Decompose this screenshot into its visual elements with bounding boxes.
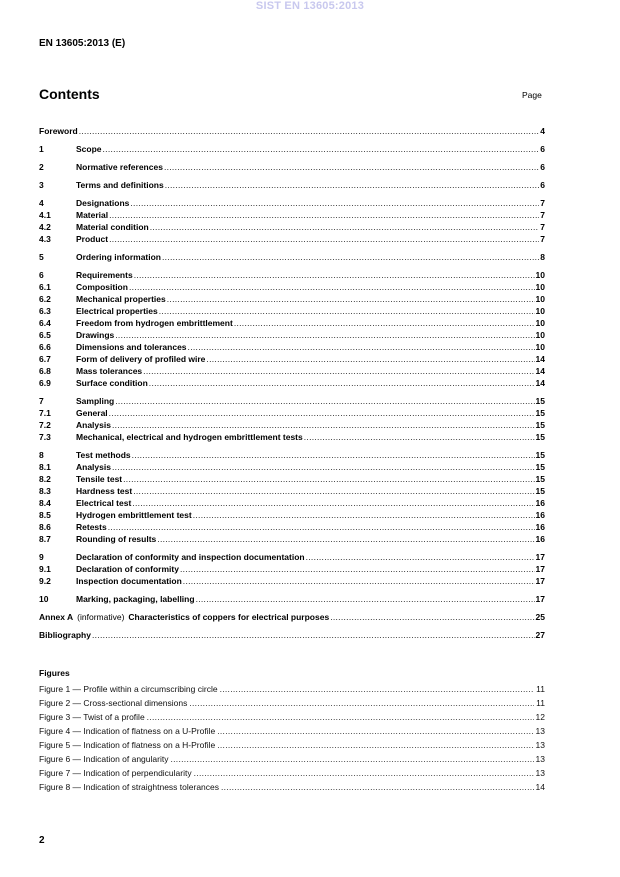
toc-entry-number: 6 bbox=[39, 270, 44, 280]
leader-dots bbox=[92, 629, 535, 641]
toc-entry[interactable] bbox=[39, 329, 545, 341]
toc-entry-page: 15 bbox=[535, 432, 545, 442]
toc-entry-page: 17 bbox=[535, 552, 545, 562]
toc-entry[interactable] bbox=[39, 293, 545, 305]
toc-entry[interactable] bbox=[39, 125, 545, 137]
leader-dots bbox=[306, 551, 535, 563]
document-id: EN 13605:2013 (E) bbox=[39, 38, 126, 49]
toc-entry-title: Electrical test bbox=[76, 498, 132, 508]
toc-entry-page: 6 bbox=[540, 180, 545, 190]
toc-entry-bibliography[interactable] bbox=[39, 629, 545, 641]
toc-entry-page: 15 bbox=[535, 486, 545, 496]
toc-entry[interactable] bbox=[39, 485, 545, 497]
toc-entry[interactable] bbox=[39, 509, 545, 521]
figure-entry[interactable] bbox=[39, 724, 545, 738]
toc-entry-number: 8.4 bbox=[39, 498, 51, 508]
toc-entry-title: Ordering information bbox=[76, 252, 161, 262]
toc-entry[interactable] bbox=[39, 563, 545, 575]
toc-entry-number: 8.6 bbox=[39, 522, 51, 532]
leader-dots bbox=[183, 575, 535, 587]
toc-entry[interactable] bbox=[39, 251, 545, 263]
toc-entry[interactable] bbox=[39, 473, 545, 485]
figure-title: Figure 6 — Indication of angularity bbox=[39, 754, 169, 764]
toc-entry[interactable] bbox=[39, 407, 545, 419]
leader-dots bbox=[234, 317, 535, 329]
toc-entry-number: 8.2 bbox=[39, 474, 51, 484]
leader-dots bbox=[129, 281, 535, 293]
leader-dots bbox=[217, 738, 533, 752]
toc-entry-title: General bbox=[76, 408, 108, 418]
toc-entry-number: 8.7 bbox=[39, 534, 51, 544]
figure-title: Figure 1 — Profile within a circumscribing circle bbox=[39, 684, 218, 694]
toc-entry-page: 14 bbox=[535, 366, 545, 376]
leader-dots bbox=[188, 341, 535, 353]
annex-page: 25 bbox=[535, 612, 545, 622]
figures-list bbox=[39, 666, 545, 794]
toc-entry-page: 17 bbox=[535, 564, 545, 574]
figure-entry[interactable] bbox=[39, 710, 545, 724]
figure-title: Figure 4 — Indication of flatness on a U-Profile bbox=[39, 726, 216, 736]
toc-entry-number: 7.2 bbox=[39, 420, 51, 430]
annex-title: Characteristics of coppers for electrical purposes bbox=[128, 612, 330, 622]
toc-entry[interactable] bbox=[39, 269, 545, 281]
toc-entry-page: 14 bbox=[535, 354, 545, 364]
leader-dots bbox=[165, 179, 540, 191]
toc-entry-number: 4.1 bbox=[39, 210, 51, 220]
toc-entry-number: 6.5 bbox=[39, 330, 51, 340]
toc-entry-number: 3 bbox=[39, 180, 44, 190]
toc-entry-page: 15 bbox=[535, 420, 545, 430]
leader-dots bbox=[159, 305, 535, 317]
toc-entry-title: Inspection documentation bbox=[76, 576, 182, 586]
toc-entry-number: 8.5 bbox=[39, 510, 51, 520]
toc-entry[interactable] bbox=[39, 197, 545, 209]
leader-dots bbox=[194, 766, 534, 780]
toc-entry-number: 7.1 bbox=[39, 408, 51, 418]
figure-page: 13 bbox=[535, 768, 545, 778]
leader-dots bbox=[79, 125, 540, 137]
toc-entry-page: 14 bbox=[535, 378, 545, 388]
bibliography-page: 27 bbox=[535, 630, 545, 640]
toc-entry-annex[interactable] bbox=[39, 611, 545, 623]
toc-entry-title: Product bbox=[76, 234, 109, 244]
toc-entry-title: Material condition bbox=[76, 222, 149, 232]
leader-dots bbox=[164, 161, 539, 173]
figure-title: Figure 2 — Cross-sectional dimensions bbox=[39, 698, 188, 708]
toc-entry-title: Composition bbox=[76, 282, 128, 292]
page-number: 2 bbox=[39, 835, 45, 846]
figure-page: 14 bbox=[535, 782, 545, 792]
figure-entry[interactable] bbox=[39, 766, 545, 780]
toc-entry-page: 10 bbox=[535, 342, 545, 352]
figure-title: Figure 5 — Indication of flatness on a H-Profile bbox=[39, 740, 216, 750]
toc-entry-page: 15 bbox=[535, 462, 545, 472]
leader-dots bbox=[304, 431, 535, 443]
toc-entry-title: Marking, packaging, labelling bbox=[76, 594, 195, 604]
toc-entry[interactable] bbox=[39, 365, 545, 377]
toc-entry-page: 10 bbox=[535, 330, 545, 340]
toc-entry-page: 4 bbox=[540, 126, 545, 136]
toc-entry-page: 17 bbox=[535, 576, 545, 586]
toc-entry-page: 7 bbox=[540, 234, 545, 244]
leader-dots bbox=[130, 197, 539, 209]
toc-entry-number: 9.1 bbox=[39, 564, 51, 574]
toc-entry-page: 7 bbox=[540, 222, 545, 232]
toc-entry[interactable] bbox=[39, 533, 545, 545]
toc-entry-title: Tensile test bbox=[76, 474, 123, 484]
figure-page: 11 bbox=[536, 698, 545, 708]
figure-page: 13 bbox=[535, 754, 545, 764]
toc-entry-number: 6.9 bbox=[39, 378, 51, 388]
toc-entry-number: 6.8 bbox=[39, 366, 51, 376]
figure-page: 11 bbox=[536, 684, 545, 694]
leader-dots bbox=[206, 353, 534, 365]
leader-dots bbox=[115, 395, 534, 407]
leader-dots bbox=[123, 473, 534, 485]
toc-entry[interactable] bbox=[39, 449, 545, 461]
toc-entry-number: 7.3 bbox=[39, 432, 51, 442]
toc-entry-title: Drawings bbox=[76, 330, 115, 340]
toc-entry-number: 4.3 bbox=[39, 234, 51, 244]
toc-entry[interactable] bbox=[39, 233, 545, 245]
toc-entry-number: 8 bbox=[39, 450, 44, 460]
leader-dots bbox=[134, 269, 535, 281]
leader-dots bbox=[109, 407, 535, 419]
toc-entry-number: 8.3 bbox=[39, 486, 51, 496]
toc-entry-title: Mechanical properties bbox=[76, 294, 166, 304]
toc-entry[interactable] bbox=[39, 161, 545, 173]
annex-note: (informative) bbox=[77, 612, 125, 622]
leader-dots bbox=[133, 485, 534, 497]
toc-entry[interactable] bbox=[39, 305, 545, 317]
toc-entry-page: 10 bbox=[535, 294, 545, 304]
toc-entry-title: Hardness test bbox=[76, 486, 133, 496]
toc-entry[interactable] bbox=[39, 431, 545, 443]
leader-dots bbox=[143, 365, 534, 377]
toc-entry-title: Analysis bbox=[76, 462, 111, 472]
toc-entry-number: 1 bbox=[39, 144, 44, 154]
leader-dots bbox=[217, 724, 533, 738]
toc-entry-title: Mass tolerances bbox=[76, 366, 143, 376]
toc-entry-title: Scope bbox=[76, 144, 102, 154]
leader-dots bbox=[162, 251, 539, 263]
leader-dots bbox=[108, 521, 535, 533]
toc-entry-page: 6 bbox=[540, 162, 545, 172]
toc-entry-title: Dimensions and tolerances bbox=[76, 342, 187, 352]
toc-entry-page: 10 bbox=[535, 270, 545, 280]
leader-dots bbox=[221, 780, 534, 794]
toc-entry[interactable] bbox=[39, 179, 545, 191]
toc-entry-title: Sampling bbox=[76, 396, 115, 406]
toc-entry[interactable] bbox=[39, 143, 545, 155]
toc-entry[interactable] bbox=[39, 317, 545, 329]
leader-dots bbox=[149, 377, 535, 389]
leader-dots bbox=[112, 419, 535, 431]
leader-dots bbox=[132, 449, 535, 461]
toc-entry[interactable] bbox=[39, 551, 545, 563]
leader-dots bbox=[220, 682, 535, 696]
toc-entry-number: 6.1 bbox=[39, 282, 51, 292]
toc-entry-page: 7 bbox=[540, 198, 545, 208]
toc-entry-title: Electrical properties bbox=[76, 306, 158, 316]
toc-entry-title: Declaration of conformity and inspection documentation bbox=[76, 552, 305, 562]
toc-entry-number: 2 bbox=[39, 162, 44, 172]
toc-entry-title: Analysis bbox=[76, 420, 111, 430]
toc-entry-number: 9.2 bbox=[39, 576, 51, 586]
toc-entry[interactable] bbox=[39, 419, 545, 431]
leader-dots bbox=[132, 497, 534, 509]
toc-entry-page: 16 bbox=[535, 510, 545, 520]
toc-entry-title: Rounding of results bbox=[76, 534, 157, 544]
figure-title: Figure 3 — Twist of a profile bbox=[39, 712, 145, 722]
toc-entry-title: Mechanical, electrical and hydrogen embrittlement tests bbox=[76, 432, 303, 442]
toc-entry-page: 10 bbox=[535, 318, 545, 328]
toc-entry-page: 15 bbox=[535, 474, 545, 484]
leader-dots bbox=[103, 143, 540, 155]
figure-title: Figure 7 — Indication of perpendicularity bbox=[39, 768, 192, 778]
page-column-label: Page bbox=[522, 90, 542, 100]
toc-entry-title: Surface condition bbox=[76, 378, 148, 388]
toc-entry[interactable] bbox=[39, 395, 545, 407]
leader-dots bbox=[167, 293, 535, 305]
toc-entry-page: 15 bbox=[535, 408, 545, 418]
leader-dots bbox=[157, 533, 534, 545]
toc-entry-page: 6 bbox=[540, 144, 545, 154]
toc-entry-number: 6.4 bbox=[39, 318, 51, 328]
figure-page: 13 bbox=[535, 726, 545, 736]
table-of-contents bbox=[39, 125, 545, 641]
figure-entry[interactable] bbox=[39, 682, 545, 696]
figure-page: 13 bbox=[535, 740, 545, 750]
figure-title: Figure 8 — Indication of straightness tolerances bbox=[39, 782, 220, 792]
toc-entry[interactable] bbox=[39, 221, 545, 233]
toc-entry-number: 8.1 bbox=[39, 462, 51, 472]
toc-entry[interactable] bbox=[39, 209, 545, 221]
toc-entry-page: 16 bbox=[535, 498, 545, 508]
leader-dots bbox=[180, 563, 535, 575]
toc-entry-page: 7 bbox=[540, 210, 545, 220]
toc-entry[interactable] bbox=[39, 281, 545, 293]
toc-entry-title: Test methods bbox=[76, 450, 131, 460]
leader-dots bbox=[189, 696, 534, 710]
toc-entry-number: 4.2 bbox=[39, 222, 51, 232]
toc-entry[interactable] bbox=[39, 521, 545, 533]
toc-entry-title: Retests bbox=[76, 522, 107, 532]
toc-entry[interactable] bbox=[39, 575, 545, 587]
toc-entry-page: 15 bbox=[535, 396, 545, 406]
toc-entry-title: Terms and definitions bbox=[76, 180, 164, 190]
toc-entry-number: 7 bbox=[39, 396, 44, 406]
leader-dots bbox=[196, 593, 535, 605]
toc-entry[interactable] bbox=[39, 593, 545, 605]
toc-entry-page: 17 bbox=[535, 594, 545, 604]
annex-label: Annex A bbox=[39, 612, 74, 622]
leader-dots bbox=[109, 209, 539, 221]
toc-entry-title: Hydrogen embrittlement test bbox=[76, 510, 192, 520]
leader-dots bbox=[170, 752, 533, 766]
bibliography-title: Bibliography bbox=[39, 630, 91, 640]
toc-entry-title: Designations bbox=[76, 198, 130, 208]
toc-entry-page: 15 bbox=[535, 450, 545, 460]
watermark: SIST EN 13605:2013 bbox=[255, 0, 365, 12]
figure-entry[interactable] bbox=[39, 696, 545, 710]
figures-heading: Figures bbox=[39, 668, 70, 678]
toc-entry-number: 10 bbox=[39, 594, 49, 604]
figure-entry[interactable] bbox=[39, 752, 545, 766]
leader-dots bbox=[150, 221, 540, 233]
toc-entry-number: 6.7 bbox=[39, 354, 51, 364]
toc-entry-number: 6.2 bbox=[39, 294, 51, 304]
toc-entry-number: 6.3 bbox=[39, 306, 51, 316]
toc-entry-number: 9 bbox=[39, 552, 44, 562]
toc-entry-number: 5 bbox=[39, 252, 44, 262]
toc-entry-number: 6.6 bbox=[39, 342, 51, 352]
toc-entry-page: 10 bbox=[535, 306, 545, 316]
toc-entry-title: Normative references bbox=[76, 162, 163, 172]
toc-entry-number: 4 bbox=[39, 198, 44, 208]
toc-entry-title: Foreword bbox=[39, 126, 78, 136]
figure-entry[interactable] bbox=[39, 780, 545, 794]
leader-dots bbox=[330, 611, 534, 623]
toc-entry[interactable] bbox=[39, 377, 545, 389]
toc-entry-title: Requirements bbox=[76, 270, 133, 280]
toc-entry[interactable] bbox=[39, 341, 545, 353]
toc-entry-title: Declaration of conformity bbox=[76, 564, 179, 574]
leader-dots bbox=[193, 509, 535, 521]
toc-entry-title: Form of delivery of profiled wire bbox=[76, 354, 206, 364]
leader-dots bbox=[109, 233, 539, 245]
leader-dots bbox=[147, 710, 534, 724]
toc-entry-page: 16 bbox=[535, 522, 545, 532]
toc-entry-page: 10 bbox=[535, 282, 545, 292]
toc-entry[interactable] bbox=[39, 497, 545, 509]
figure-page: 12 bbox=[535, 712, 545, 722]
leader-dots bbox=[115, 329, 534, 341]
toc-entry-title: Freedom from hydrogen embrittlement bbox=[76, 318, 233, 328]
toc-entry-page: 16 bbox=[535, 534, 545, 544]
toc-entry-title: Material bbox=[76, 210, 109, 220]
contents-heading: Contents bbox=[39, 86, 100, 102]
toc-entry-page: 8 bbox=[540, 252, 545, 262]
toc-entry[interactable] bbox=[39, 461, 545, 473]
leader-dots bbox=[112, 461, 535, 473]
figure-entry[interactable] bbox=[39, 738, 545, 752]
toc-entry[interactable] bbox=[39, 353, 545, 365]
